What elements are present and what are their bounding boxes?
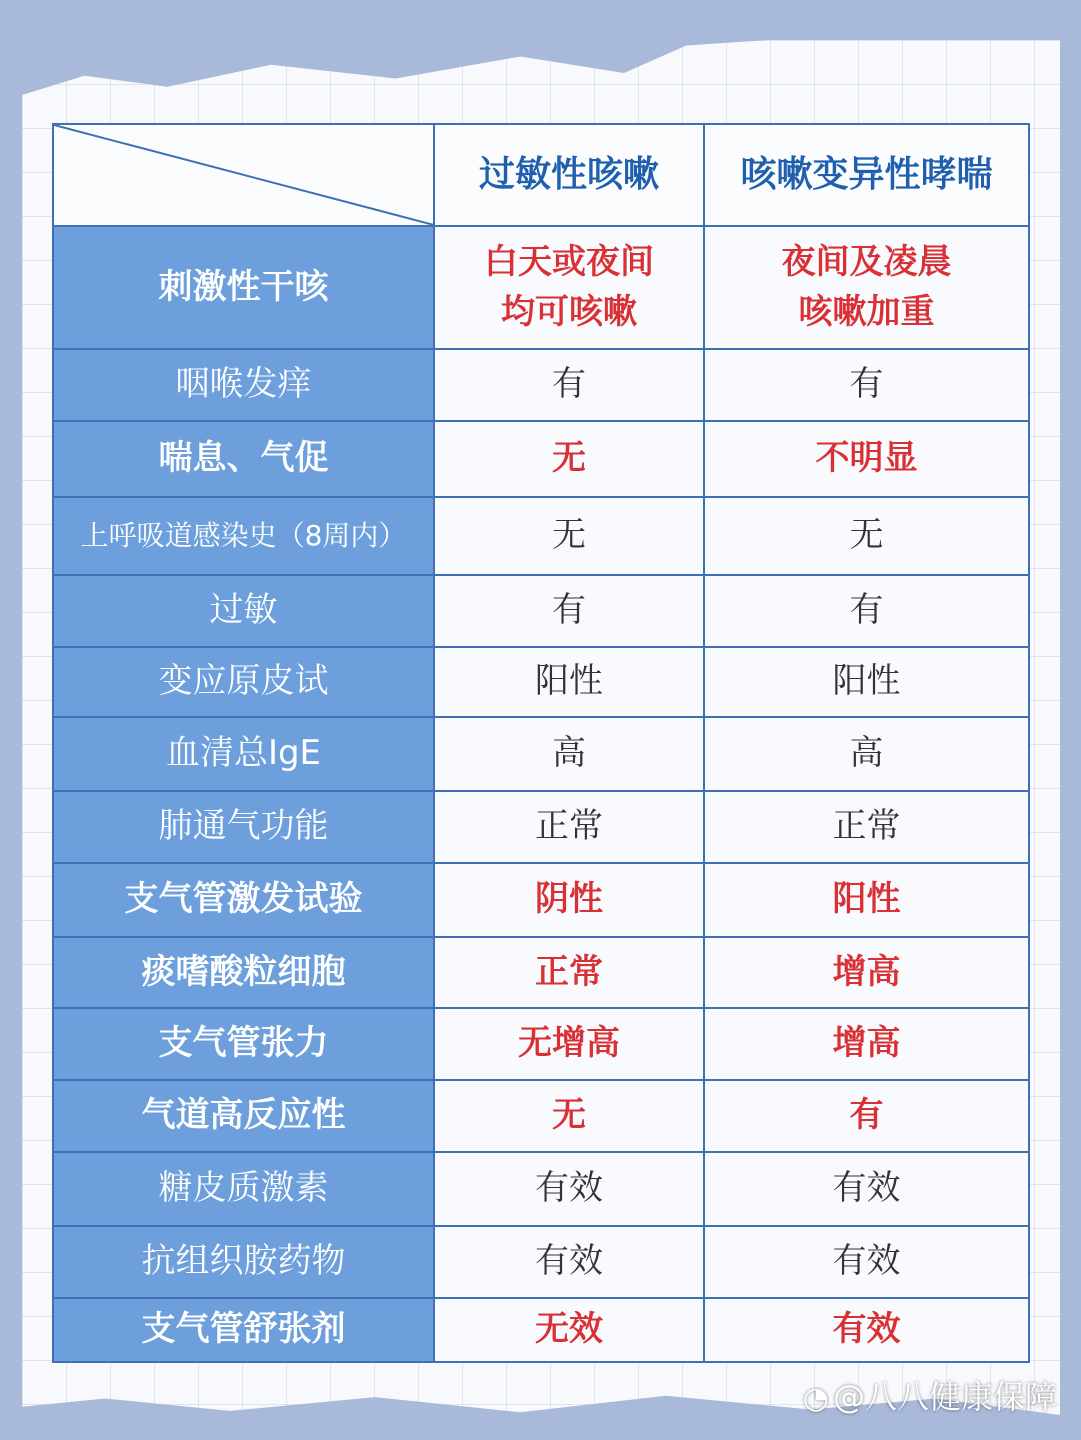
allergic-cough-value: 正常	[434, 791, 704, 863]
row-label: 气道高反应性	[53, 1080, 434, 1152]
cva-value: 阳性	[704, 647, 1029, 717]
table-row	[53, 575, 1029, 647]
table-row	[53, 863, 1029, 937]
row-label: 支气管舒张剂	[53, 1298, 434, 1362]
cva-value: 有效	[704, 1298, 1029, 1362]
table-row	[53, 1080, 1029, 1152]
table-row	[53, 1008, 1029, 1080]
diagonal-line	[54, 125, 434, 225]
allergic-cough-value: 阴性	[434, 863, 704, 937]
row-label: 糖皮质激素	[53, 1152, 434, 1226]
row-label: 上呼吸道感染史（8周内）	[53, 497, 434, 575]
corner-cell	[53, 124, 434, 226]
allergic-cough-value: 高	[434, 717, 704, 791]
allergic-cough-value: 无	[434, 421, 704, 497]
column-header-allergic-cough: 过敏性咳嗽	[434, 124, 704, 226]
row-label: 咽喉发痒	[53, 349, 434, 421]
allergic-cough-value: 阳性	[434, 647, 704, 717]
cva-value: 有	[704, 349, 1029, 421]
cva-value: 有效	[704, 1152, 1029, 1226]
row-label: 肺通气功能	[53, 791, 434, 863]
row-label: 抗组织胺药物	[53, 1226, 434, 1298]
cva-value: 阳性	[704, 863, 1029, 937]
cva-value: 有	[704, 575, 1029, 647]
cva-value: 增高	[704, 937, 1029, 1008]
allergic-cough-value: 正常	[434, 937, 704, 1008]
row-label: 血清总IgE	[53, 717, 434, 791]
row-label: 支气管张力	[53, 1008, 434, 1080]
table-row	[53, 937, 1029, 1008]
watermark	[803, 1372, 1057, 1418]
allergic-cough-value: 白天或夜间 均可咳嗽	[434, 226, 704, 349]
cva-value: 正常	[704, 791, 1029, 863]
allergic-cough-value: 无效	[434, 1298, 704, 1362]
row-label: 刺激性干咳	[53, 226, 434, 349]
allergic-cough-value: 无	[434, 497, 704, 575]
cva-value: 不明显	[704, 421, 1029, 497]
cva-value: 夜间及凌晨 咳嗽加重	[704, 226, 1029, 349]
cva-value: 有	[704, 1080, 1029, 1152]
allergic-cough-value: 有效	[434, 1226, 704, 1298]
allergic-cough-value: 有	[434, 349, 704, 421]
allergic-cough-value: 有	[434, 575, 704, 647]
column-header-cough-variant-asthma: 咳嗽变异性哮喘	[704, 124, 1029, 226]
cva-value: 高	[704, 717, 1029, 791]
watermark-text: @八八健康保障	[832, 1378, 1057, 1416]
cva-value: 有效	[704, 1226, 1029, 1298]
allergic-cough-value: 无	[434, 1080, 704, 1152]
table-row	[53, 1226, 1029, 1298]
table-row	[53, 349, 1029, 421]
cva-value: 无	[704, 497, 1029, 575]
row-label: 喘息、气促	[53, 421, 434, 497]
row-label: 痰嗜酸粒细胞	[53, 937, 434, 1008]
allergic-cough-value: 无增高	[434, 1008, 704, 1080]
table-row	[53, 226, 1029, 349]
table-row	[53, 791, 1029, 863]
table-row	[53, 647, 1029, 717]
row-label: 变应原皮试	[53, 647, 434, 717]
comparison-table	[52, 123, 1030, 1363]
header-row	[53, 124, 1029, 226]
row-label: 过敏	[53, 575, 434, 647]
weibo-icon: ◔	[802, 1381, 829, 1416]
table-row	[53, 1152, 1029, 1226]
row-label: 支气管激发试验	[53, 863, 434, 937]
table-row	[53, 421, 1029, 497]
cva-value: 增高	[704, 1008, 1029, 1080]
allergic-cough-value: 有效	[434, 1152, 704, 1226]
table-row	[53, 497, 1029, 575]
table-row	[53, 1298, 1029, 1362]
table-row	[53, 717, 1029, 791]
